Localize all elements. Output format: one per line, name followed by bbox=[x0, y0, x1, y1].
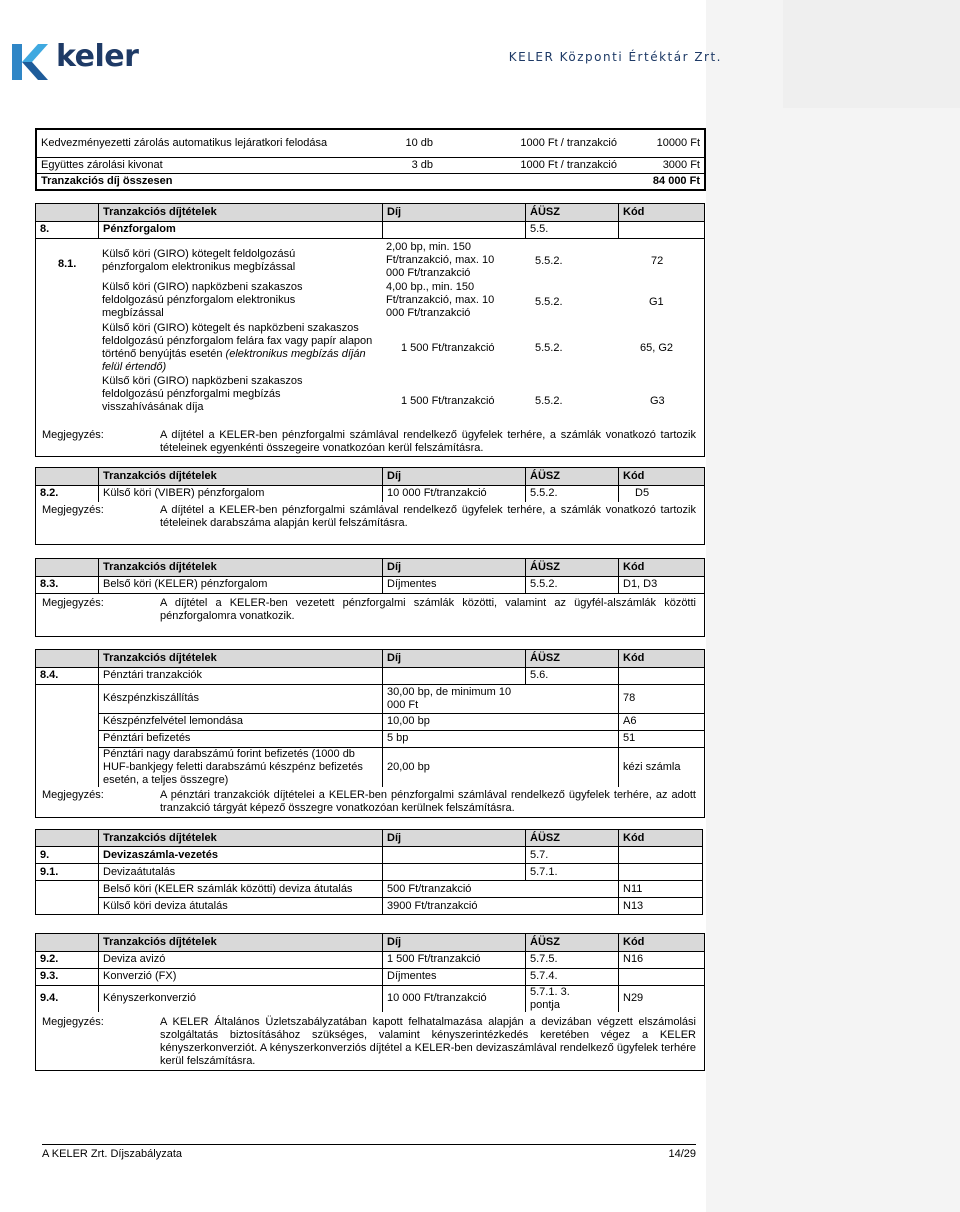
row-num: 8.4. bbox=[36, 667, 99, 684]
row-desc: Külső köri (GIRO) napközbeni szakaszos feldolgozású pénzforgalom elektronikus megbízással bbox=[102, 281, 303, 319]
logo-wordmark: keler bbox=[56, 39, 139, 74]
section-9-box bbox=[35, 829, 703, 919]
row-num: 9. bbox=[36, 847, 99, 864]
col-desc: Tranzakciós díjtételek bbox=[99, 559, 383, 576]
row-ausz: 5.5.2. bbox=[526, 576, 619, 593]
row-desc: Konverzió (FX) bbox=[99, 968, 383, 985]
row-desc-main: Külső köri (GIRO) kötegelt és napközbeni szakaszos feldolgozású pénzforgalom felára fax vagy papír alapon történő benyújtás esetén bbox=[102, 322, 373, 360]
row-code: G3 bbox=[650, 395, 665, 407]
company-name: KELER Központi Értéktár Zrt. bbox=[508, 50, 722, 64]
row-fee: 20,00 bp bbox=[383, 747, 619, 787]
row-code: G1 bbox=[649, 296, 664, 308]
summary-table bbox=[35, 128, 706, 191]
col-fee: Díj bbox=[383, 559, 526, 576]
row-ausz: 5.7.4. bbox=[526, 968, 619, 985]
footer-title: A KELER Zrt. Díjszabályzata bbox=[42, 1148, 182, 1160]
col-code: Kód bbox=[619, 830, 703, 847]
table-row bbox=[36, 667, 704, 684]
row-code: N16 bbox=[619, 951, 705, 968]
row-desc: Kényszerkonverzió bbox=[99, 985, 383, 1012]
row-code: A6 bbox=[619, 713, 705, 730]
row-ausz: 5.5.2. bbox=[535, 296, 563, 308]
section-ausz: 5.5. bbox=[526, 221, 619, 238]
row-num: 8.3. bbox=[36, 576, 99, 593]
right-margin-band bbox=[706, 0, 960, 1212]
row-desc: Készpénzfelvétel lemondása bbox=[99, 713, 383, 730]
row-fee: 3900 Ft/tranzakció bbox=[383, 898, 619, 915]
row-fee-text: 30,00 bp, de minimum 10 000 Ft bbox=[387, 685, 512, 711]
section-82-box bbox=[35, 467, 705, 545]
table-row bbox=[36, 684, 704, 713]
row-desc: Belső köri (KELER) pénzforgalom bbox=[99, 576, 383, 593]
col-ausz: ÁÜSZ bbox=[526, 204, 619, 221]
table-row bbox=[36, 730, 704, 747]
row-code bbox=[619, 968, 705, 985]
page-number: 14/29 bbox=[668, 1148, 696, 1160]
table-row bbox=[36, 173, 705, 190]
row-desc: Devizaátutalás bbox=[99, 864, 383, 881]
note-label: Megjegyzés: bbox=[42, 1016, 104, 1028]
row-num: 8.2. bbox=[36, 485, 99, 502]
row-desc: Készpénzkiszállítás bbox=[99, 684, 383, 713]
row-fee bbox=[383, 684, 619, 713]
row-desc: Pénztári tranzakciók bbox=[99, 667, 383, 684]
col-fee: Díj bbox=[383, 934, 526, 951]
row-ausz: 5.7.5. bbox=[526, 951, 619, 968]
row-code: 51 bbox=[619, 730, 705, 747]
row-fee: 5 bp bbox=[383, 730, 619, 747]
row-code: kézi számla bbox=[619, 747, 705, 787]
col-code: Kód bbox=[619, 650, 705, 667]
note-text: A KELER Általános Üzletszabályzatában kapott felhatalmazása alapján a devizában végzett elszámolási szolgáltatás biztosításához szükséges, valamint kényszerintézkedés keretében végez a KELER kényszerkonverziót. A kényszerkonverziós díjtétel a KELER-ben devizaszámlával rendelkező ügyfelek terhére kerül felszámításra. bbox=[160, 1016, 696, 1067]
row-desc bbox=[102, 322, 376, 374]
section-83-table bbox=[36, 559, 704, 594]
row-desc: Devizaszámla-vezetés bbox=[99, 847, 383, 864]
row-desc: Pénztári befizetés bbox=[99, 730, 383, 747]
col-code: Kód bbox=[619, 468, 705, 485]
row-fee: Díjmentes bbox=[383, 968, 526, 985]
col-code: Kód bbox=[619, 934, 705, 951]
row-code: 65, G2 bbox=[640, 342, 674, 354]
col-desc: Tranzakciós díjtételek bbox=[99, 934, 383, 951]
row-total: 10000 Ft bbox=[621, 129, 705, 157]
table-header-row bbox=[36, 559, 704, 576]
row-ausz-text: 5.7.1. 3. pontja bbox=[530, 985, 570, 1011]
note-label: Megjegyzés: bbox=[42, 597, 104, 609]
row-fee: 1 500 Ft/tranzakció bbox=[401, 342, 495, 354]
section-84-box bbox=[35, 649, 705, 818]
table-row bbox=[36, 881, 703, 898]
table-header-row bbox=[36, 934, 704, 951]
row-ausz: 5.5.2. bbox=[535, 342, 563, 354]
row-desc: Külső köri (VIBER) pénzforgalom bbox=[99, 485, 383, 502]
row-unit: 1000 Ft / tranzakció bbox=[437, 157, 621, 173]
row-name: Tranzakciós díj összesen bbox=[36, 173, 335, 190]
table-header-row bbox=[36, 468, 704, 485]
col-desc: Tranzakciós díjtételek bbox=[99, 468, 383, 485]
row-num: 9.1. bbox=[36, 864, 99, 881]
row-qty: 10 db bbox=[335, 129, 437, 157]
row-qty: 3 db bbox=[335, 157, 437, 173]
section-8-table bbox=[36, 204, 704, 239]
row-unit bbox=[437, 173, 621, 190]
row-name: Kedvezményezetti zárolás automatikus lejáratkori felodása bbox=[36, 129, 335, 157]
row-desc: Belső köri (KELER számlák közötti) deviza átutalás bbox=[99, 881, 383, 898]
section-9-table bbox=[35, 829, 703, 915]
note-label: Megjegyzés: bbox=[42, 504, 104, 516]
section-84-table bbox=[36, 650, 704, 787]
table-header-row bbox=[36, 650, 704, 667]
section-title: Pénzforgalom bbox=[99, 221, 383, 238]
row-unit: 1000 Ft / tranzakció bbox=[437, 129, 621, 157]
table-header-row bbox=[36, 830, 703, 847]
col-ausz: ÁÜSZ bbox=[526, 934, 619, 951]
row-fee: 2,00 bp, min. 150 Ft/tranzakció, max. 10 000 Ft/tranzakció bbox=[386, 241, 495, 279]
section-83-box bbox=[35, 558, 705, 637]
col-ausz: ÁÜSZ bbox=[526, 468, 619, 485]
row-code: N29 bbox=[619, 985, 705, 1012]
keler-logo-icon bbox=[8, 42, 48, 82]
col-code: Kód bbox=[619, 559, 705, 576]
row-num: 8.1. bbox=[58, 258, 77, 270]
col-code: Kód bbox=[619, 204, 705, 221]
section-92-box bbox=[35, 933, 705, 1071]
note-text: A díjtétel a KELER-ben pénzforgalmi számlával rendelkező ügyfelek terhére, a számlák vonatkozó tartozik tételeinek darabszáma alapján kerül felszámításra. bbox=[160, 504, 696, 529]
col-fee: Díj bbox=[383, 650, 526, 667]
row-num: 9.3. bbox=[36, 968, 99, 985]
table-row bbox=[36, 576, 704, 593]
table-row bbox=[36, 968, 704, 985]
section-8-box bbox=[35, 203, 705, 457]
table-row bbox=[36, 864, 703, 881]
row-desc: Pénztári nagy darabszámú forint befizetés (1000 db HUF-bankjegy feletti darabszámú készpénz befizetés esetén, a teljes összegre) bbox=[99, 747, 383, 787]
note-text: A díjtétel a KELER-ben pénzforgalmi számlával rendelkező ügyfelek terhére, a számlák vonatkozó tartozik tételeinek egyenkénti összegeire vonatkozóan kerül felszámításra. bbox=[160, 429, 696, 454]
col-fee: Díj bbox=[383, 468, 526, 485]
section-82-table bbox=[36, 468, 704, 502]
row-ausz: 5.5.2. bbox=[535, 395, 563, 407]
col-ausz: ÁÜSZ bbox=[526, 559, 619, 576]
row-ausz: 5.7. bbox=[526, 847, 619, 864]
row-ausz: 5.5.2. bbox=[535, 255, 563, 267]
row-num: 9.2. bbox=[36, 951, 99, 968]
row-total: 3000 Ft bbox=[621, 157, 705, 173]
row-ausz: 5.5.2. bbox=[526, 485, 619, 502]
col-desc: Tranzakciós díjtételek bbox=[99, 830, 383, 847]
note-label: Megjegyzés: bbox=[42, 429, 104, 441]
table-header-row bbox=[36, 204, 704, 221]
row-desc: Külső köri (GIRO) kötegelt feldolgozású pénzforgalom elektronikus megbízással bbox=[102, 248, 296, 273]
row-fee: 1 500 Ft/tranzakció bbox=[401, 395, 495, 407]
table-row bbox=[36, 157, 705, 173]
table-row bbox=[36, 985, 704, 1012]
note-text: A díjtétel a KELER-ben vezetett pénzforgalmi számlák közötti, valamint az ügyfél-alszámlák közötti pénzforgalomra vonatkozik. bbox=[160, 597, 696, 622]
table-row bbox=[36, 713, 704, 730]
col-desc: Tranzakciós díjtételek bbox=[99, 204, 383, 221]
table-row bbox=[36, 747, 704, 787]
row-total: 84 000 Ft bbox=[621, 173, 705, 190]
row-qty bbox=[335, 173, 437, 190]
table-row bbox=[36, 129, 705, 157]
header-band bbox=[783, 0, 960, 108]
row-ausz: 5.7.1. bbox=[526, 864, 619, 881]
note-text: A pénztári tranzakciók díjtételei a KELER-ben pénzforgalmi számlával rendelkező ügyfelek terhére, az adott tranzakció tárgyát képező összegre vonatkozóan kerülnek felszámításra. bbox=[160, 789, 696, 814]
row-num: 9.4. bbox=[36, 985, 99, 1012]
row-fee: 500 Ft/tranzakció bbox=[383, 881, 619, 898]
row-fee: 10 000 Ft/tranzakció bbox=[383, 485, 526, 502]
table-row bbox=[36, 898, 703, 915]
keler-logo bbox=[8, 39, 139, 82]
row-desc: Külső köri deviza átutalás bbox=[99, 898, 383, 915]
table-row bbox=[36, 485, 704, 502]
row-code: D1, D3 bbox=[619, 576, 705, 593]
table-row bbox=[36, 951, 704, 968]
row-fee: 4,00 bp., min. 150 Ft/tranzakció, max. 10 000 Ft/tranzakció bbox=[386, 281, 495, 319]
col-fee: Díj bbox=[383, 204, 526, 221]
table-row bbox=[36, 221, 704, 238]
row-desc: Külső köri (GIRO) napközbeni szakaszos feldolgozású pénzforgalmi megbízás visszahívásának díja bbox=[102, 375, 303, 413]
row-fee: 1 500 Ft/tranzakció bbox=[383, 951, 526, 968]
row-code: 72 bbox=[651, 255, 664, 267]
row-ausz bbox=[526, 985, 619, 1012]
note-label: Megjegyzés: bbox=[42, 789, 104, 801]
row-code: N11 bbox=[619, 881, 703, 898]
row-code: N13 bbox=[619, 898, 703, 915]
section-92-table bbox=[36, 934, 704, 1012]
col-fee: Díj bbox=[383, 830, 526, 847]
row-name: Együttes zárolási kivonat bbox=[36, 157, 335, 173]
row-ausz: 5.6. bbox=[526, 667, 619, 684]
table-row bbox=[36, 847, 703, 864]
row-fee: 10,00 bp bbox=[383, 713, 619, 730]
section-num: 8. bbox=[36, 221, 99, 238]
page-footer bbox=[42, 1144, 696, 1160]
col-ausz: ÁÜSZ bbox=[526, 650, 619, 667]
col-desc: Tranzakciós díjtételek bbox=[99, 650, 383, 667]
row-desc-italic: (elektronikus megbízás díján felül értendő) bbox=[102, 348, 366, 373]
row-code: D5 bbox=[619, 485, 705, 502]
row-code: 78 bbox=[619, 684, 705, 713]
row-desc: Deviza avizó bbox=[99, 951, 383, 968]
col-ausz: ÁÜSZ bbox=[526, 830, 619, 847]
row-fee: 10 000 Ft/tranzakció bbox=[383, 985, 526, 1012]
row-fee: Díjmentes bbox=[383, 576, 526, 593]
